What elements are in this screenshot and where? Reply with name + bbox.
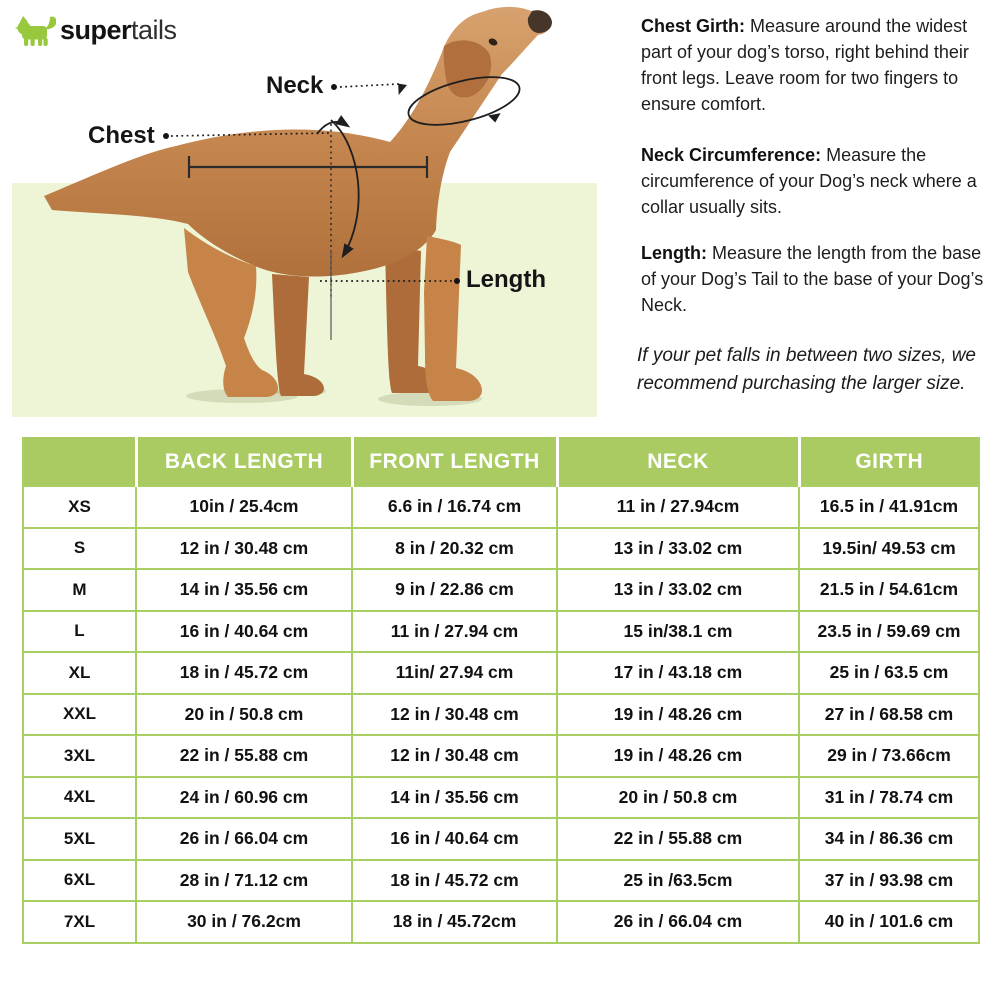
- neck-label: Neck: [266, 72, 324, 99]
- measurement-cell: 25 in /63.5cm: [557, 860, 799, 902]
- measurement-cell: 10in / 25.4cm: [136, 486, 352, 528]
- table-row: [23, 694, 979, 736]
- dog-far-hind-leg: [272, 274, 324, 396]
- measurement-cell: 30 in / 76.2cm: [136, 901, 352, 943]
- header-neck: NECK: [557, 438, 799, 486]
- table-row: [23, 901, 979, 943]
- size-cell: M: [23, 569, 136, 611]
- measurement-cell: 15 in/38.1 cm: [557, 611, 799, 653]
- measurement-cell: 20 in / 50.8 cm: [557, 777, 799, 819]
- size-table-body: [23, 486, 979, 943]
- dog-illustration: [0, 0, 600, 430]
- measurement-cell: 16.5 in / 41.91cm: [799, 486, 979, 528]
- chest-girth-instruction: [641, 13, 993, 117]
- measurement-cell: 18 in / 45.72 cm: [352, 860, 557, 902]
- table-row: [23, 777, 979, 819]
- size-table-header: [23, 438, 979, 486]
- header-back-length: BACK LENGTH: [136, 438, 352, 486]
- header-front-length: FRONT LENGTH: [352, 438, 557, 486]
- measurement-cell: 21.5 in / 54.61cm: [799, 569, 979, 611]
- chest-girth-instruction-body: Measure around the widest part of your dog’s torso, right behind their front legs. Leave room for two fingers to ensure comfort.: [641, 16, 969, 114]
- brand-name-light: tails: [131, 14, 177, 45]
- size-cell: XXL: [23, 694, 136, 736]
- measurement-cell: 11 in / 27.94cm: [557, 486, 799, 528]
- measurement-cell: 18 in / 45.72 cm: [136, 652, 352, 694]
- header-row: [23, 438, 979, 486]
- measurement-cell: 18 in / 45.72cm: [352, 901, 557, 943]
- measurement-cell: 17 in / 43.18 cm: [557, 652, 799, 694]
- table-row: [23, 569, 979, 611]
- table-row: [23, 486, 979, 528]
- measurement-cell: 24 in / 60.96 cm: [136, 777, 352, 819]
- measurement-cell: 6.6 in / 16.74 cm: [352, 486, 557, 528]
- measurement-cell: 11 in / 27.94 cm: [352, 611, 557, 653]
- measurement-cell: 11in/ 27.94 cm: [352, 652, 557, 694]
- measurement-cell: 19 in / 48.26 cm: [557, 694, 799, 736]
- measurement-cell: 16 in / 40.64 cm: [352, 818, 557, 860]
- measurement-cell: 22 in / 55.88 cm: [557, 818, 799, 860]
- size-chart-table: [22, 437, 980, 944]
- measurement-cell: 13 in / 33.02 cm: [557, 528, 799, 570]
- measurement-cell: 19.5in/ 49.53 cm: [799, 528, 979, 570]
- chest-label: Chest: [88, 122, 155, 149]
- table-row: [23, 652, 979, 694]
- measurement-cell: 19 in / 48.26 cm: [557, 735, 799, 777]
- measurement-cell: 20 in / 50.8 cm: [136, 694, 352, 736]
- table-row: [23, 528, 979, 570]
- measurement-cell: 28 in / 71.12 cm: [136, 860, 352, 902]
- chest-girth-instruction-title: Chest Girth:: [641, 16, 746, 36]
- measurement-cell: 9 in / 22.86 cm: [352, 569, 557, 611]
- measurement-cell: 23.5 in / 59.69 cm: [799, 611, 979, 653]
- measurement-cell: 13 in / 33.02 cm: [557, 569, 799, 611]
- measurement-cell: 12 in / 30.48 cm: [352, 694, 557, 736]
- measurement-cell: 14 in / 35.56 cm: [136, 569, 352, 611]
- measurement-cell: 31 in / 78.74 cm: [799, 777, 979, 819]
- size-cell: L: [23, 611, 136, 653]
- table-row: [23, 818, 979, 860]
- header-girth: GIRTH: [799, 438, 979, 486]
- table-row: [23, 860, 979, 902]
- table-row: [23, 611, 979, 653]
- length-instruction-body: Measure the length from the base of your Dog’s Tail to the base of your Dog’s Neck.: [641, 243, 984, 315]
- neck-circumference-instruction-title: Neck Circumference:: [641, 145, 822, 165]
- size-cell: 4XL: [23, 777, 136, 819]
- size-cell: 5XL: [23, 818, 136, 860]
- measurement-cell: 34 in / 86.36 cm: [799, 818, 979, 860]
- size-cell: 7XL: [23, 901, 136, 943]
- measurement-cell: 14 in / 35.56 cm: [352, 777, 557, 819]
- measurement-cell: 26 in / 66.04 cm: [136, 818, 352, 860]
- length-instruction: [641, 240, 993, 318]
- measurement-cell: 37 in / 93.98 cm: [799, 860, 979, 902]
- brand-name-bold: super: [60, 14, 132, 45]
- measurement-cell: 27 in / 68.58 cm: [799, 694, 979, 736]
- measurement-cell: 12 in / 30.48 cm: [352, 735, 557, 777]
- measurement-cell: 8 in / 20.32 cm: [352, 528, 557, 570]
- dog-nose: [528, 10, 552, 33]
- measurement-cell: 40 in / 101.6 cm: [799, 901, 979, 943]
- measurement-cell: 25 in / 63.5 cm: [799, 652, 979, 694]
- table-row: [23, 735, 979, 777]
- length-label: Length: [466, 266, 546, 293]
- measurement-diagram: [0, 0, 600, 430]
- length-instruction-title: Length:: [641, 243, 707, 263]
- neck-circumference-instruction: [641, 142, 993, 220]
- between-sizes-note: If your pet falls in between two sizes, we recommend purchasing the larger size.: [637, 345, 976, 394]
- neck-circumference-instruction-body: Measure the circumference of your Dog’s neck where a collar usually sits.: [641, 145, 977, 217]
- size-cell: XL: [23, 652, 136, 694]
- measurement-cell: 29 in / 73.66cm: [799, 735, 979, 777]
- dog-near-front-leg: [424, 236, 482, 401]
- measurement-cell: 16 in / 40.64 cm: [136, 611, 352, 653]
- size-cell: XS: [23, 486, 136, 528]
- size-cell: 6XL: [23, 860, 136, 902]
- measurement-cell: 12 in / 30.48 cm: [136, 528, 352, 570]
- header-size: [23, 438, 136, 486]
- measurement-cell: 26 in / 66.04 cm: [557, 901, 799, 943]
- size-cell: 3XL: [23, 735, 136, 777]
- size-cell: S: [23, 528, 136, 570]
- measurement-cell: 22 in / 55.88 cm: [136, 735, 352, 777]
